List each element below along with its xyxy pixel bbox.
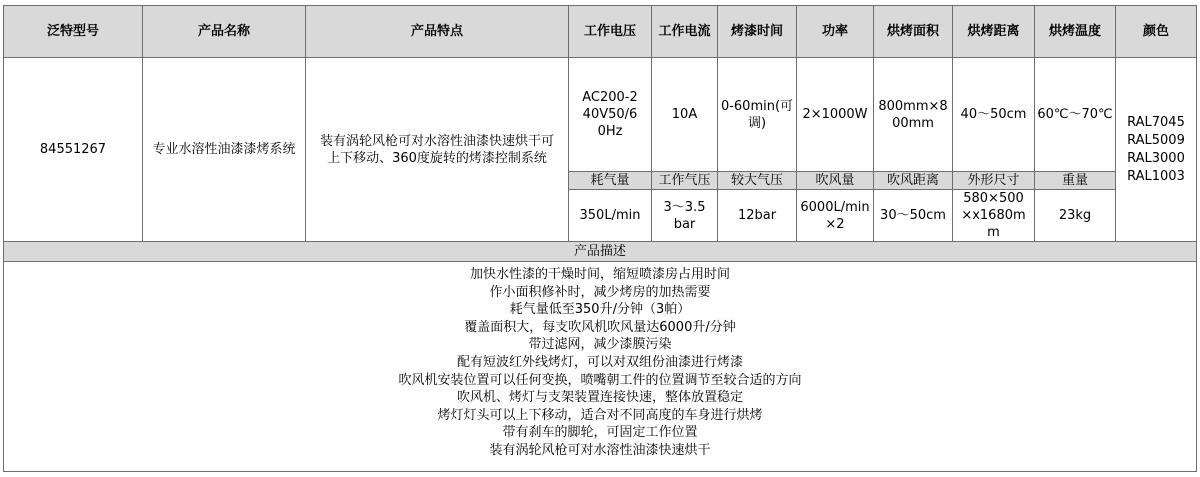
header-bake-time: 烤漆时间 [718, 6, 797, 58]
sub-header-dimensions: 外形尺寸 [953, 172, 1035, 190]
cell-current: 10A [652, 58, 718, 172]
cell-blow-distance: 30～50cm [874, 190, 953, 242]
color-item: RAL1003 [1127, 168, 1185, 184]
description-line: 吹风机、烤灯与支架装置连接快速，整体放置稳定 [456, 390, 743, 406]
color-item: RAL3000 [1127, 150, 1185, 166]
header-features: 产品特点 [306, 6, 569, 58]
header-model: 泛特型号 [4, 6, 143, 58]
sub-header-weight: 重量 [1035, 172, 1116, 190]
header-voltage: 工作电压 [569, 6, 652, 58]
cell-bake-area: 800mm×800mm [874, 58, 953, 172]
header-bake-distance: 烘烤距离 [953, 6, 1035, 58]
description-row [4, 262, 1197, 472]
cell-power: 2×1000W [797, 58, 874, 172]
description-line: 烤灯灯头可以上下移动，适合对不同高度的车身进行烘烤 [437, 407, 763, 423]
sub-header-work-pressure: 工作气压 [652, 172, 718, 190]
description-header-row [4, 242, 1197, 262]
header-power: 功率 [797, 6, 874, 58]
cell-model: 84551267 [4, 58, 143, 242]
cell-max-pressure: 12bar [718, 190, 797, 242]
header-bake-area: 烘烤面积 [874, 6, 953, 58]
product-spec-table [3, 5, 1197, 472]
cell-voltage: AC200-240V50/60Hz [569, 58, 652, 172]
cell-colors [1116, 58, 1197, 242]
description-line: 加快水性漆的干燥时间，缩短喷漆房占用时间 [469, 267, 730, 282]
cell-weight: 23kg [1035, 190, 1116, 242]
description-body [4, 262, 1197, 472]
color-item: RAL5009 [1127, 132, 1185, 148]
header-color: 颜色 [1116, 6, 1197, 58]
cell-dimensions: 580×500×x1680mm [953, 190, 1035, 242]
sub-header-blow-distance: 吹风距离 [874, 172, 953, 190]
cell-name: 专业水溶性油漆漆烤系统 [143, 58, 306, 242]
header-name: 产品名称 [143, 6, 306, 58]
color-item: RAL7045 [1127, 114, 1185, 130]
product-row [4, 58, 1197, 172]
description-line: 装有涡轮风枪可对水溶性油漆快速烘干 [489, 442, 711, 458]
sub-header-max-pressure: 较大气压 [718, 172, 797, 190]
cell-air-consumption: 350L/min [569, 190, 652, 242]
description-line: 覆盖面积大，每支吹风机吹风量达6000升/分钟 [464, 319, 736, 335]
description-line: 吹风机安装位置可以任何变换，喷嘴朝工件的位置调节至较合适的方向 [398, 372, 802, 388]
description-line: 作小面积修补时，减少烤房的加热需要 [489, 284, 711, 300]
cell-bake-time: 0-60min(可调) [718, 58, 797, 172]
description-line: 带有刹车的脚轮，可固定工作位置 [502, 425, 698, 441]
header-bake-temp: 烘烤温度 [1035, 6, 1116, 58]
header-current: 工作电流 [652, 6, 718, 58]
description-line: 带过滤网，减少漆膜污染 [528, 337, 672, 353]
sub-header-air-volume: 吹风量 [797, 172, 874, 190]
sub-header-air-consumption: 耗气量 [569, 172, 652, 190]
cell-bake-temp: 60℃～70℃ [1035, 58, 1116, 172]
cell-bake-distance: 40～50cm [953, 58, 1035, 172]
description-line: 配有短波红外线烤灯，可以对双组份油漆进行烤漆 [456, 354, 743, 370]
description-line: 耗气量低至350升/分钟（3帕） [509, 302, 691, 318]
cell-air-volume: 6000L/min×2 [797, 190, 874, 242]
header-row [4, 6, 1197, 58]
description-title: 产品描述 [4, 242, 1197, 262]
cell-work-pressure: 3～3.5bar [652, 190, 718, 242]
cell-features: 装有涡轮风枪可对水溶性油漆快速烘干可上下移动、360度旋转的烤漆控制系统 [306, 58, 569, 242]
